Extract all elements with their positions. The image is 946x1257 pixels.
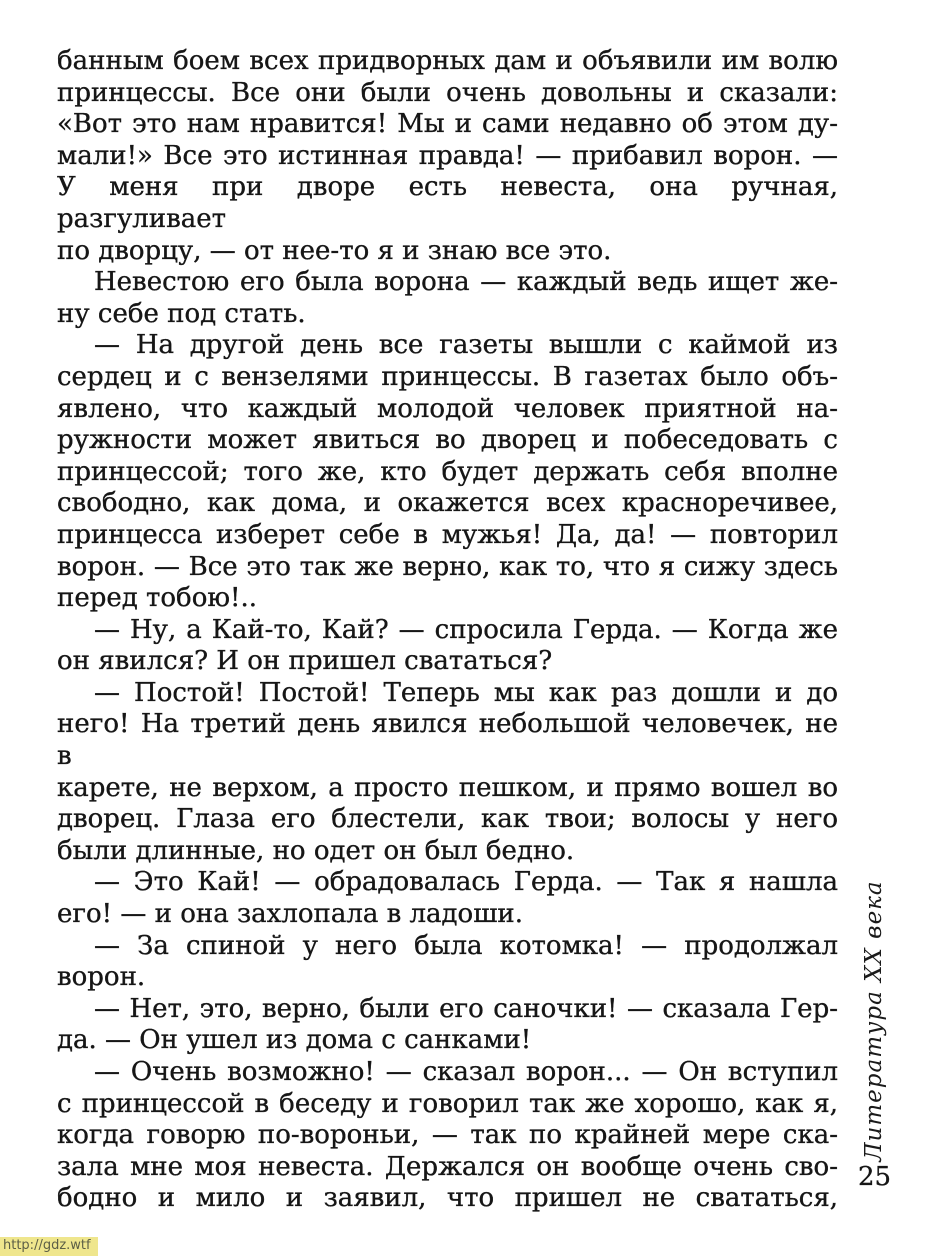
text-line: ну себе под стать.	[57, 298, 306, 329]
text-line: зала мне моя невеста. Держался он вообще очень сво-	[57, 1151, 838, 1182]
text-line: перед тобою!..	[57, 583, 257, 614]
text-line: — Очень возможно! — сказал ворон... — Он вступил	[94, 1057, 838, 1087]
sidebar-caption: Литература ХХ века	[861, 880, 887, 1162]
text-line: свободно, как дома, и окажется всех красноречивее,	[57, 488, 838, 519]
text-line: — За спиной у него была котомка! — продолжал	[94, 930, 838, 961]
text-line: принцесса изберет себе в мужья! Да, да! — повторил	[57, 519, 838, 550]
text-line: с принцессой в беседу и говорил так же хорошо, как я,	[57, 1088, 838, 1119]
text-line: явлено, что каждый молодой человек приятной на-	[57, 393, 838, 424]
text-line: по дворцу, — от нее-то я и знаю все это.	[57, 235, 612, 266]
paragraph	[57, 994, 838, 1057]
text-line: принцессы. Все они были очень довольны и сказали:	[57, 77, 838, 108]
text-line: него! На третий день явился небольшой человечек, не в	[57, 709, 838, 772]
text-line: карете, не верхом, а просто пешком, и прямо вошел во	[57, 772, 838, 803]
text-block	[57, 46, 838, 1215]
text-line: банным боем всех придворных дам и объявили им волю	[57, 46, 838, 76]
text-line: были длинные, но одет он был бедно.	[57, 835, 575, 866]
text-line: да. — Он ушел из дома с санками!	[57, 1025, 532, 1056]
text-line: «Вот это нам нравится! Мы и сами недавно об этом ду-	[57, 109, 838, 140]
text-line: мали!» Все это истинная правда! — прибавил ворон. —	[57, 140, 838, 171]
watermark-url: http://gdz.wtf	[0, 1237, 98, 1256]
text-line: Невестою его была ворона — каждый ведь ищет же-	[94, 267, 838, 298]
page-number: 25	[858, 1162, 892, 1192]
text-line: У меня при дворе есть невеста, она ручная, разгуливает	[57, 172, 838, 234]
text-line: сердец и с вензелями принцессы. В газетах было объ-	[57, 361, 838, 392]
text-line: дворец. Глаза его блестели, как твои; волосы у него	[57, 804, 838, 835]
text-line: ворон.	[57, 962, 146, 993]
paragraph	[57, 1057, 838, 1215]
paragraph	[57, 867, 838, 930]
text-line: — Нет, это, верно, были его саночки! — сказала Гер-	[94, 993, 838, 1024]
paragraph	[57, 931, 838, 994]
text-line: — Ну, а Кай-то, Кай? — спросила Герда. — Когда же	[94, 614, 838, 645]
text-line: — Постой! Постой! Теперь мы как раз дошли и до	[94, 677, 838, 708]
text-line: принцессой; того же, кто будет держать себя вполне	[57, 456, 838, 487]
text-line: ворон. — Все это так же верно, как то, что я сижу здесь	[57, 551, 838, 582]
text-line: — На другой день все газеты вышли с каймой из	[94, 330, 838, 361]
paragraph	[57, 615, 838, 678]
paragraph	[57, 330, 838, 614]
text-line: его! — и она захлопала в ладоши.	[57, 899, 523, 930]
paragraph	[57, 46, 838, 267]
text-line: когда говорю по-вороньи, — так по крайней мере ска-	[57, 1120, 838, 1151]
paragraph	[57, 267, 838, 330]
text-line: бодно и мило и заявил, что пришел не свататься,	[57, 1183, 838, 1214]
text-line: — Это Кай! — обрадовалась Герда. — Так я нашла	[94, 867, 838, 898]
text-line: он явился? И он пришел свататься?	[57, 646, 553, 677]
text-line: ружности может явиться во дворец и побеседовать с	[57, 425, 838, 456]
paragraph	[57, 678, 838, 868]
